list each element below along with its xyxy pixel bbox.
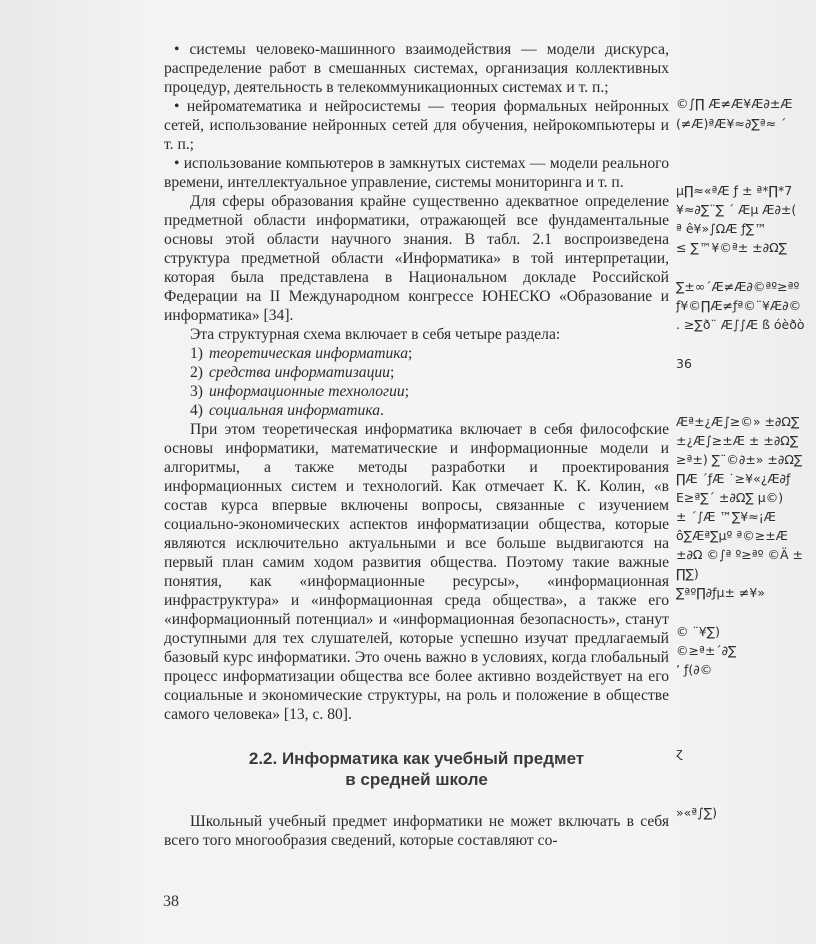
bleed-line: ∏Æ ´ƒÆ ˙≥¥«¿Æ∂ƒ [676, 471, 791, 486]
bullet-item-hci: • системы человеко-машинного взаимодействия — модели дискурса, распределение работ в смешанных системах, организация коллективных процедур, деятельность в телекоммуникационных системах и т. п.; [164, 41, 669, 96]
bullet-item-neuro: • нейроматематика и нейросистемы — теория формальных нейронных сетей, использование нейронных сетей для обучения, нейрокомпьютеры и т. п.; [164, 98, 669, 153]
bleed-line: ͅµ∏≈«ªÆ ƒ ± ª*∏*7 [676, 183, 793, 198]
list-item: 1) теоретическая информатика; [190, 345, 413, 362]
bleed-line: ≤ ∑™¥©ª± ±∂Ω∑ [676, 240, 788, 255]
bleed-line: ’ ƒ(∂© [676, 662, 713, 677]
paragraph-theoretical-informatics: При этом теоретическая информатика включает в себя философские основы информатики, математические и информационные модели и алгоритмы, а также методы разработки и проектирования информационных систем и технологий. Как отмечает К. К. Колин, «в состав курса впервые включены вопросы, связанные с изучением социально-экономических аспектов информатизации общества, которые являются исключительно актуальными и все больше выдвигаются на первый план самим ходом развития общества. Поэтому такие важные понятия, как «информационные ресурсы», «информационная инфраструктура» и «информационная среда общества», а также его «информационный потенциал» и «информационная безопасность», станут доступными для тех слушателей, которые успешно изучат предлагаемый базовый курс информатики. Это очень важно в условиях, когда глобальный процесс информатизации общества все более активно воздействует на его социальные и экономические структуры, на роль и положение в обществе самого человека» [13, с. 80]. [164, 421, 669, 723]
bleed-line: ƒ¥©∏Æ≠ƒª©¨¥Æ∂© [676, 298, 802, 313]
bleed-line: ±∂Ω ©∫ª º≥ªº ©Ä ± [676, 547, 803, 562]
bleed-line: ≥ª±) ∑¨©∂±» ±∂Ω∑ [676, 452, 803, 467]
bullet-item-closed-systems: • использование компьютеров в замкнутых системах — модели реального времени, интеллектуальное управление, системы мониторинга и т. п. [164, 155, 669, 191]
list-item: 3) информационные технологии; [190, 383, 410, 400]
bleed-line: 36 [676, 356, 692, 371]
bleed-line: E≥ª∑´ ±∂Ω∑ µ©) [676, 490, 784, 505]
section-heading-line-1: 2.2. Информатика как учебный предмет [248, 749, 585, 768]
bleed-line: ª ê¥»∫ΩÆ ƒ∑™ [676, 221, 767, 236]
list-intro: Эта структурная схема включает в себя четыре раздела: [190, 326, 561, 343]
section-heading [164, 748, 669, 790]
bleed-line: ɀ [676, 745, 683, 760]
section-heading-line-2: в средней школе [345, 770, 488, 789]
bleed-line: ∑±∞´Æ≠Æ∂©ªº≥ªº [676, 279, 800, 294]
bleed-line: ô∑Æª∑µº ª©≥±Æ [676, 528, 788, 543]
bleed-line: Æª±¿Æ∫≥©» ±∂Ω∑ [676, 414, 800, 429]
text-column [164, 40, 669, 850]
paragraph-subject-area: Для сферы образования крайне существенно адекватное определение предметной области информатики, отражающей все фундаментальные основы этой области научного знания. В табл. 2.1 воспроизведена структура предметной области «Информатика» в той интерпретации, которая была представлена в Национальном докладе Российской Федерации на II Международном конгрессе ЮНЕСКО «Образование и информатика» [34]. [164, 193, 669, 324]
bleed-line: ∑ªº∏∂ƒµ± ≠¥» [676, 585, 766, 600]
bleed-line: ± ´∫Æ ™∑¥≈¡Æ [676, 509, 776, 524]
paragraph-school-subject: Школьный учебный предмет информатики не может включать в себя всего того многообразия сведений, которые составляют со- [164, 813, 669, 849]
bleed-line: . ≥∑ð¨ Æ∫∫Æ ß óèðò [676, 317, 805, 332]
bleed-line: (≠Æ)ªÆ¥≈∂∑ª≈ ´ [676, 116, 787, 131]
bleed-line: »«ª∫∑) [676, 805, 717, 820]
bleed-line: ∏∑) [676, 566, 699, 581]
page-number: 38 [163, 893, 179, 910]
list-item: 4) социальная информатика. [190, 402, 384, 419]
bleed-line: ©∫∏ Æ≠Æ¥Æ∂±Æ [676, 96, 793, 111]
list-item: 2) средства информатизации; [190, 364, 395, 381]
bleed-line: © ¨¥∑) [676, 624, 720, 639]
bleed-through-text [676, 0, 816, 944]
bleed-line: ±¿Æ∫≥±Æ ± ±∂Ω∑ [676, 433, 799, 448]
bleed-line: ¥≈∂∑¨∑ ´ Æµ Æ∂±( [676, 202, 797, 217]
bleed-line: ©≥ª±´∂∑ [676, 643, 737, 658]
